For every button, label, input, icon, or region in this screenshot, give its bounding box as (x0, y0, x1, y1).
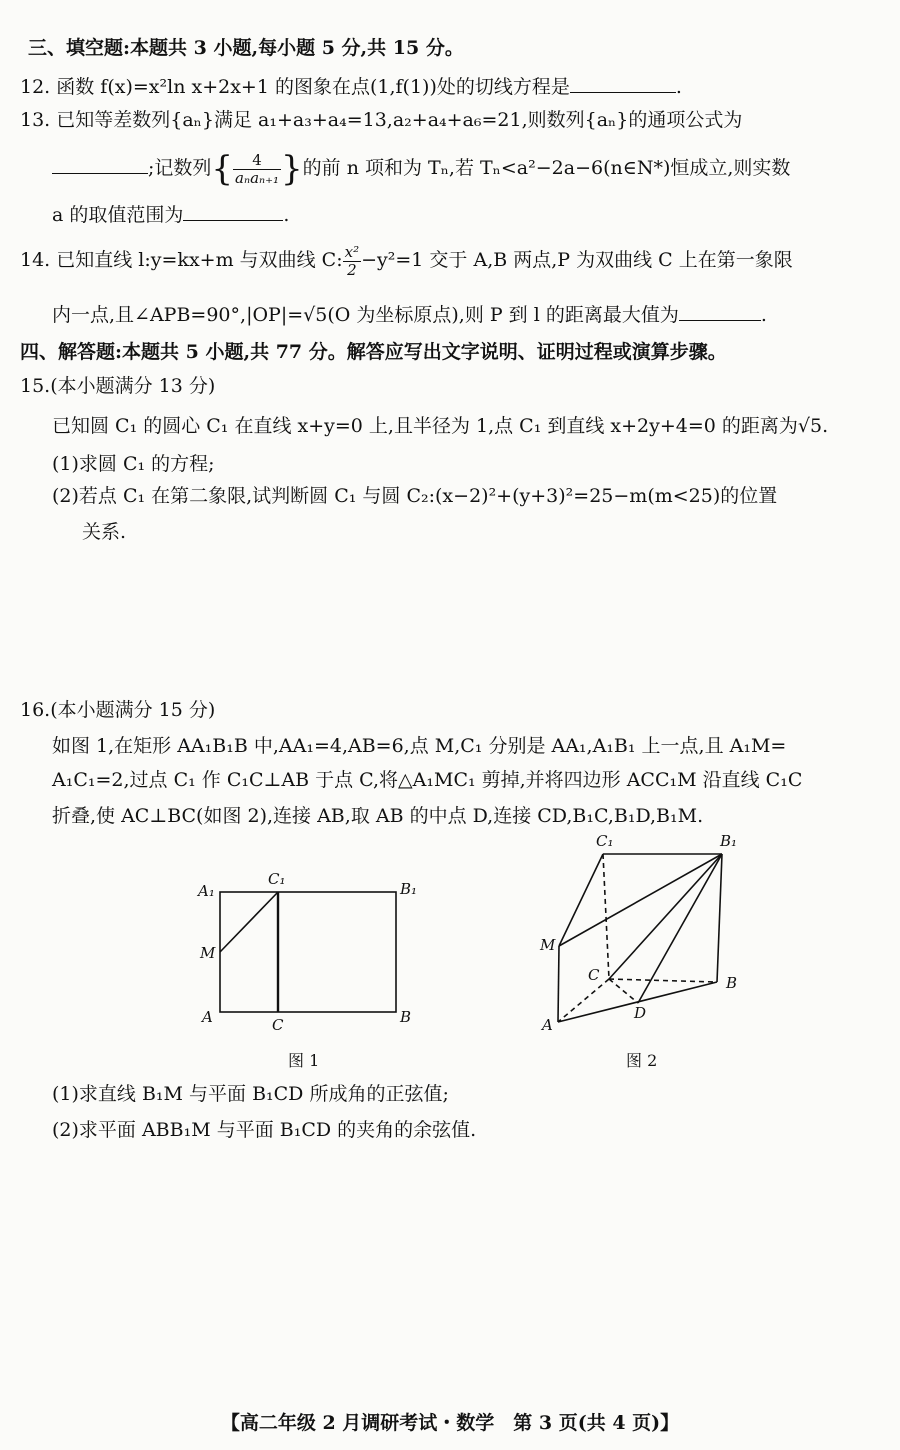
segment-mc1 (220, 892, 278, 952)
segment-b1c (609, 854, 722, 979)
question-14-text-b: −y²=1 交于 A,B 两点,P 为双曲线 C 上在第一象限 (361, 249, 793, 271)
fraction-13: $\frac{4}{\text{aₙaₙ₊₁}}$ (235, 150, 280, 187)
question-13-text-a: ;记数列 (148, 157, 212, 179)
question-15-header: 15.(本小题满分 13 分) (20, 375, 216, 397)
question-12 (20, 74, 682, 99)
label-d: D (634, 1004, 647, 1022)
question-15-part1: (1)求圆 C₁ 的方程; (52, 453, 215, 475)
label-b1: B₁ (720, 832, 738, 850)
label-a1: A₁ (198, 882, 215, 900)
question-13-text-c: a 的取值范围为 (52, 204, 184, 226)
figure-2-caption: 图 2 (626, 1051, 658, 1070)
answer-blank-13b[interactable] (183, 202, 283, 221)
label-b: B (726, 974, 738, 992)
question-12-text: 12. 函数 f(x)=x²ln x+2x+1 的图象在点(1,f(1))处的切线方程是 (20, 76, 570, 98)
segment-b1m (559, 854, 722, 946)
label-b1: B₁ (400, 880, 418, 898)
section4-title: 四、解答题:本题共 5 小题,共 77 分。解答应写出文字说明、证明过程或演算步骤。 (20, 341, 727, 363)
question-16-part1: (1)求直线 B₁M 与平面 B₁CD 所成角的正弦值; (52, 1083, 449, 1105)
question-16-stem-line3: 折叠,使 AC⊥BC(如图 2),连接 AB,取 AB 的中点 D,连接 CD,B₁C,B₁D,B₁M. (52, 805, 704, 827)
question-14-text-c: 内一点,且∠APB=90°,|OP|=√5(O 为坐标原点),则 P 到 l 的距离最大值为 (52, 304, 679, 326)
label-c: C (588, 966, 600, 984)
question-14-line2: 内一点,且∠APB=90°,|OP|=√5(O 为坐标原点),则 P 到 l 的距离最大值为 . (52, 304, 767, 326)
fraction-14: $\frac{\text{x²}}{2}$ (344, 242, 360, 279)
answer-blank-12[interactable] (570, 74, 676, 93)
question-16-stem-line1: 如图 1,在矩形 AA₁B₁B 中,AA₁=4,AB=6,点 M,C₁ 分别是 AA₁,A₁B₁ 上一点,且 A₁M= (52, 735, 787, 757)
label-c1: C₁ (596, 832, 614, 850)
answer-blank-13a[interactable] (52, 155, 148, 174)
label-c1: C₁ (268, 870, 286, 888)
section3-title: 三、填空题:本题共 3 小题,每小题 5 分,共 15 分。 (28, 37, 464, 59)
question-14-line1 (20, 240, 793, 280)
question-15-part2-line2: 关系. (82, 521, 127, 543)
answer-blank-14[interactable] (679, 302, 761, 321)
question-13-line3: a 的取值范围为 . (52, 204, 290, 226)
question-16-part2: (2)求平面 ABB₁M 与平面 B₁CD 的夹角的余弦值. (52, 1119, 477, 1141)
segment-cd (609, 979, 638, 1003)
figure-1 (190, 860, 430, 1075)
label-a: A (202, 1008, 213, 1026)
question-12-end: . (675, 76, 682, 98)
figure-2 (530, 828, 760, 1078)
question-15-part2-line1: (2)若点 C₁ 在第二象限,试判断圆 C₁ 与圆 C₂:(x−2)²+(y+3)²=25−m(m<25)的位置 (52, 485, 778, 507)
question-15-stem: 已知圆 C₁ 的圆心 C₁ 在直线 x+y=0 上,且半径为 1,点 C₁ 到直线 x+2y+4=0 的距离为√5. (52, 415, 829, 437)
label-m: M (540, 936, 556, 954)
label-a: A (542, 1016, 553, 1034)
question-13-line1: 13. 已知等差数列{aₙ}满足 a₁+a₃+a₄=13,a₂+a₄+a₆=21,则数列{aₙ}的通项公式为 (20, 109, 743, 131)
rectangle-aa1b1b (220, 892, 396, 1012)
question-14-text-a: 14. 已知直线 l:y=kx+m 与双曲线 C: (20, 249, 343, 271)
label-b: B (400, 1008, 412, 1026)
question-13-text-b: 的前 n 项和为 Tₙ,若 Tₙ<a²−2a−6(n∈N*)恒成立,则实数 (302, 157, 791, 179)
question-16-header: 16.(本小题满分 15 分) (20, 699, 216, 721)
label-m: M (200, 944, 216, 962)
question-16-stem-line2: A₁C₁=2,过点 C₁ 作 C₁C⊥AB 于点 C,将△A₁MC₁ 剪掉,并将四边形 ACC₁M 沿直线 C₁C (52, 769, 803, 791)
label-c: C (272, 1016, 284, 1034)
page-footer: 【高二年级 2 月调研考试・数学 第 3 页(共 4 页)】 (220, 1412, 680, 1434)
figure-1-caption: 图 1 (288, 1051, 320, 1070)
segment-b1d (638, 854, 722, 1003)
question-13-line2: ;记数列{ $\frac{4}{\text{aₙaₙ₊₁}}$ }的前 n 项和为 Tₙ,若 Tₙ<a²−2a−6(n∈N*)恒成立,则实数 (52, 150, 790, 187)
